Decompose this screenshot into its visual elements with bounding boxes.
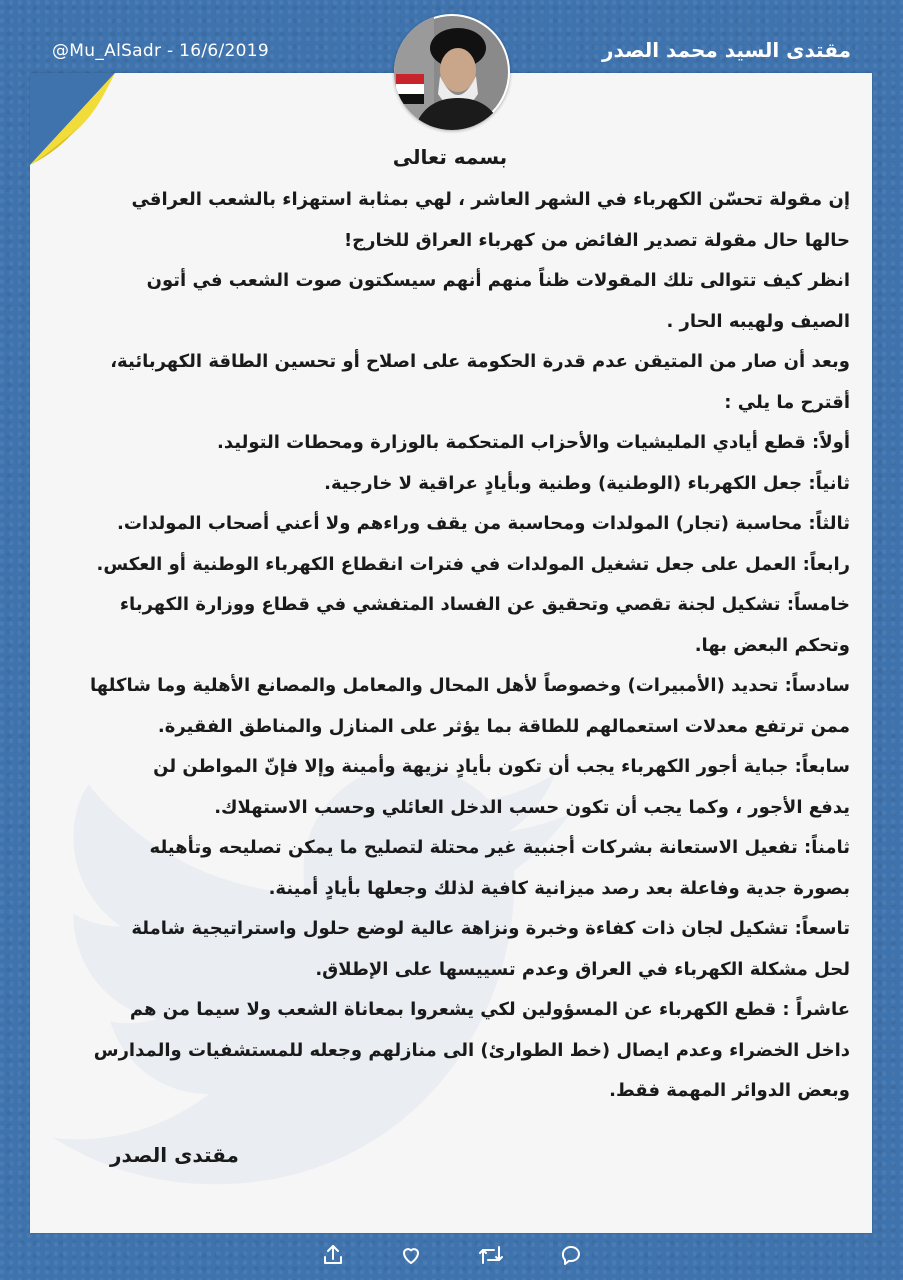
line-text: إن مقولة تحسّن الكهرباء في الشهر العاشر ، لهي بمثابة استهزاء بالشعب العراقي [131, 189, 850, 210]
statement-line [50, 828, 850, 869]
statement-line [50, 545, 850, 586]
point-number: تاسعاً: [794, 918, 850, 939]
line-text: وتحكم البعض بها. [694, 634, 850, 656]
statement-line [50, 423, 850, 464]
line-text: جباية أجور الكهرباء يجب أن تكون بأيادٍ نزيهة وأمينة وإلا فإنّ المواطن لن [153, 756, 795, 777]
like-icon[interactable] [396, 1240, 426, 1270]
line-text: حالها حال مقولة تصدير الفائض من كهرباء العراق للخارج! [343, 229, 850, 251]
retweet-icon[interactable] [476, 1240, 506, 1270]
statement-line [50, 707, 850, 748]
statement-line [50, 666, 850, 707]
line-text: لحل مشكلة الكهرباء في العراق وعدم تسييسها على الإطلاق. [315, 958, 850, 980]
statement-opening: بسمه تعالى [392, 145, 508, 169]
line-text: وبعد أن صار من المتيقن عدم قدرة الحكومة على اصلاح أو تحسين الطاقة الكهربائية، [110, 351, 850, 372]
statement-body [50, 138, 850, 1112]
statement-lines [50, 180, 850, 1112]
line-text: : قطع الكهرباء عن المسؤولين لكي يشعروا بمعاناة الشعب ولا سيما من هم [129, 999, 796, 1020]
line-text: جعل الكهرباء (الوطنية) وطنية وبأيادٍ عراقية لا خارجية. [324, 472, 809, 494]
line-text: الصيف ولهيبه الحار . [666, 310, 850, 332]
statement-line [50, 464, 850, 505]
statement-line [50, 1031, 850, 1072]
point-number: أولاً: [812, 432, 850, 453]
header-name: مقتدى السيد محمد الصدر [601, 38, 851, 62]
statement-line [50, 990, 850, 1031]
statement-line [50, 950, 850, 991]
statement-line [50, 869, 850, 910]
statement-signature: مقتدى الصدر [110, 1143, 239, 1167]
statement-line [50, 1071, 850, 1112]
statement-line [50, 261, 850, 302]
statement-line [50, 585, 850, 626]
share-icon[interactable] [318, 1240, 348, 1270]
point-number: ثامناً: [804, 837, 850, 858]
line-text: العمل على جعل تشغيل المولدات في فترات انقطاع الكهرباء الوطنية أو العكس. [96, 553, 803, 575]
statement-line [50, 180, 850, 221]
statement-line [50, 302, 850, 343]
point-number: سادساً: [784, 675, 850, 696]
header-handle-date: @Mu_AlSadr - 16/6/2019 [52, 41, 269, 61]
statement-line [50, 747, 850, 788]
line-text: ممن ترتفع معدلات استعمالهم للطاقة بما يؤثر على المنازل والمناطق الفقيرة. [157, 715, 850, 737]
point-number: ثالثاً: [808, 513, 850, 534]
tweet-actions [0, 1240, 903, 1272]
point-number: رابعاً: [802, 553, 850, 575]
point-number: ثانياً: [808, 472, 850, 494]
statement-line [50, 626, 850, 667]
statement-line [50, 788, 850, 829]
statement-line [50, 221, 850, 262]
line-text: انظر كيف تتوالى تلك المقولات ظناً منهم أنهم سيسكتون صوت الشعب في أتون [146, 270, 850, 291]
reply-icon[interactable] [556, 1240, 586, 1270]
statement-line [50, 504, 850, 545]
line-text: أقترح ما يلي : [724, 391, 850, 413]
line-text: تفعيل الاستعانة بشركات أجنبية غير محتلة لتصليح ما يمكن تصليحه وتأهيله [149, 837, 805, 858]
line-text: داخل الخضراء وعدم ايصال (خط الطوارئ) الى منازلهم وجعله للمستشفيات والمدارس [93, 1039, 850, 1061]
line-text: يدفع الأجور ، وكما يجب أن تكون حسب الدخل العائلي وحسب الاستهلاك. [214, 796, 850, 818]
line-text: تشكيل لجان ذات كفاءة وخبرة ونزاهة عالية لوضع حلول واستراتيجية شاملة [131, 918, 795, 939]
point-number: سابعاً: [794, 756, 850, 777]
statement-line [50, 383, 850, 424]
avatar [394, 14, 510, 130]
line-text: وبعض الدوائر المهمة فقط. [609, 1080, 850, 1101]
line-text: تشكيل لجنة تقصي وتحقيق عن الفساد المتفشي في قطاع ووزارة الكهرباء [119, 594, 787, 615]
statement-line [50, 909, 850, 950]
line-text: بصورة جدية وفاعلة بعد رصد ميزانية كافية لذلك وجعلها بأيادٍ أمينة. [268, 877, 850, 899]
statement-line [50, 342, 850, 383]
line-text: تحديد (الأمبيرات) وخصوصاً لأهل المحال والمعامل والمصانع الأهلية وما شاكلها [90, 675, 785, 696]
line-text: محاسبة (تجار) المولدات ومحاسبة من يقف وراءهم ولا أعني أصحاب المولدات. [117, 513, 809, 534]
point-number: عاشراً [795, 999, 850, 1020]
line-text: قطع أيادي المليشيات والأحزاب المتحكمة بالوزارة ومحطات التوليد. [217, 432, 813, 453]
point-number: خامساً: [786, 594, 850, 615]
